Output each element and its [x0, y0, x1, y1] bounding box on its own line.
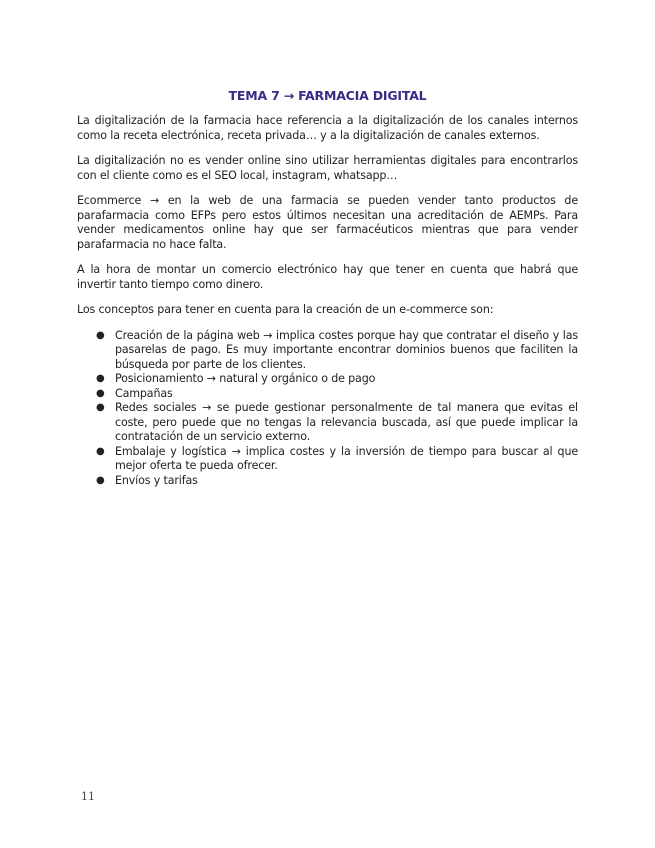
- paragraph-digitalization-definition: La digitalización de la farmacia hace referencia a la digitalización de los canales internos como la receta electrónica, receta privada… y a la digitalización de canales externos.: [77, 114, 578, 142]
- list-item-text: Posicionamiento → natural y orgánico o de pago: [115, 372, 376, 385]
- document-page: [77, 88, 578, 488]
- list-item-text: Embalaje y logística → implica costes y la inversión de tiempo para buscar al que mejor oferta te pueda ofrecer.: [115, 444, 578, 472]
- bullet-icon: ●: [96, 387, 105, 399]
- list-item-text: Campañas: [115, 386, 173, 400]
- list-item: [96, 473, 578, 489]
- list-item: [96, 401, 578, 445]
- bullet-icon: ●: [96, 373, 105, 384]
- list-item-text: Creación de la página web → implica costes porque hay que contratar el diseño y las pasarelas de pago. Es muy importante encontrar dominios buenos que faciliten la búsqueda por parte de los clientes.: [115, 328, 578, 371]
- list-item: [96, 444, 578, 474]
- paragraph-investment: A la hora de montar un comercio electrónico hay que tener en cuenta que habrá que invertir tanto tiempo como dinero.: [77, 263, 578, 291]
- bullet-icon: ●: [96, 445, 105, 457]
- list-item: [96, 328, 578, 373]
- list-item-text: Redes sociales → se puede gestionar personalmente de tal manera que evitas el coste, pero puede que no tengas la relevancia buscada, así que puede implicar la contratación de un servicio externo.: [115, 401, 578, 443]
- paragraph-concepts-intro: Los conceptos para tener en cuenta para la creación de un e-commerce son:: [77, 303, 494, 316]
- bullet-icon: ●: [96, 329, 105, 341]
- list-item-text: Envíos y tarifas: [115, 473, 198, 487]
- page-number: 11: [81, 790, 95, 803]
- bullet-icon: ●: [96, 402, 105, 413]
- paragraph-ecommerce: Ecommerce → en la web de una farmacia se pueden vender tanto productos de parafarmacia como EFPs pero estos últimos necesitan una acreditación de AEMPs. Para vender medicamentos online hay que ser farmacéuticos mientras que para vender parafarmacia no hace falta.: [77, 194, 578, 251]
- concepts-list: [77, 329, 578, 489]
- paragraph-digitalization-tools: La digitalización no es vender online sino utilizar herramientas digitales para encontrarlos con el cliente como es el SEO local, instagram, whatsapp…: [77, 154, 578, 182]
- document-title: TEMA 7 → FARMACIA DIGITAL: [228, 88, 427, 103]
- list-item: [96, 372, 578, 387]
- bullet-icon: ●: [96, 474, 105, 486]
- list-item: [96, 386, 578, 402]
